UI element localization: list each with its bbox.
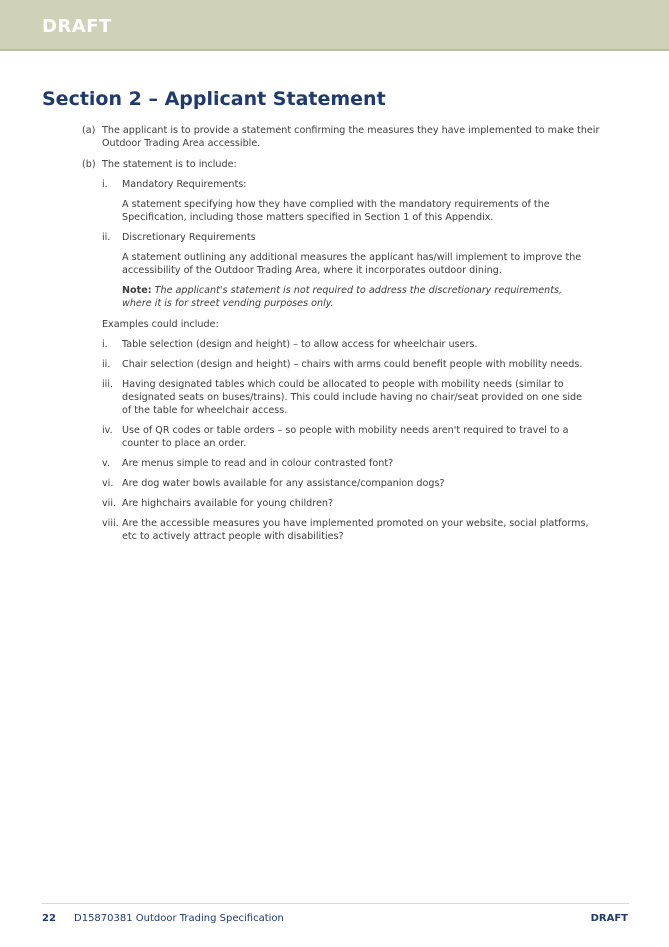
note-text: The applicant's statement is not required to address the discretionary requirements, where it is for street vending purposes only.	[122, 285, 563, 309]
example-item-2-label: ii.	[102, 359, 111, 370]
footer-page-number: 22	[42, 913, 56, 924]
example-item-4	[0, 424, 669, 450]
clause-b	[0, 158, 669, 171]
clause-b-item-1	[0, 178, 669, 191]
example-item-8-text: Are the accessible measures you have implemented promoted on your website, social platforms, etc to actively attract people with disabilities?	[122, 518, 589, 542]
clause-b-item-2-body: A statement outlining any additional measures the applicant has/will implement to improve the accessibility of the Outdoor Trading Area, where it incorporates outdoor dining.	[122, 252, 582, 276]
clause-a-text: The applicant is to provide a statement confirming the measures they have implemented to make their Outdoor Trading Area accessible.	[102, 125, 600, 149]
example-item-7-text: Are highchairs available for young children?	[122, 498, 334, 509]
example-item-7-label: vii.	[102, 498, 117, 509]
document-body	[0, 124, 669, 550]
example-item-8-label: viii.	[102, 518, 119, 529]
example-item-1-label: i.	[102, 339, 108, 350]
footer-document-title: D15870381 Outdoor Trading Specification	[74, 913, 284, 924]
example-item-8	[0, 517, 669, 543]
example-item-6-label: vi.	[102, 478, 114, 489]
section-title: Section 2 – Applicant Statement	[42, 88, 386, 110]
clause-b-label: (b)	[82, 159, 96, 170]
example-item-5-text: Are menus simple to read and in colour contrasted font?	[122, 458, 394, 469]
clause-b-text: The statement is to include:	[102, 159, 237, 170]
example-item-6-text: Are dog water bowls available for any assistance/companion dogs?	[122, 478, 445, 489]
example-item-1	[0, 338, 669, 351]
examples-heading: Examples could include:	[102, 319, 219, 330]
example-item-3-text: Having designated tables which could be allocated to people with mobility needs (similar to designated seats on buses/trains). This could include having no chair/seat provided on one side of the table for wheelchair access.	[122, 379, 582, 416]
clause-a	[0, 124, 669, 150]
clause-b-item-2-label: ii.	[102, 232, 111, 243]
example-item-3	[0, 378, 669, 417]
example-item-4-label: iv.	[102, 425, 113, 436]
banner-label: DRAFT	[42, 16, 112, 37]
clause-b-item-2	[0, 231, 669, 244]
clause-b-item-1-label: i.	[102, 179, 108, 190]
example-item-2	[0, 358, 669, 371]
note-label: Note:	[122, 285, 152, 296]
footer-divider	[42, 903, 629, 904]
clause-a-label: (a)	[82, 125, 96, 136]
clause-b-item-1-title: Mandatory Requirements:	[122, 179, 247, 190]
example-item-4-text: Use of QR codes or table orders – so people with mobility needs aren't required to travel to a counter to place an order.	[122, 425, 569, 449]
example-item-5	[0, 457, 669, 470]
clause-b-item-1-body: A statement specifying how they have complied with the mandatory requirements of the Specification, including those matters specified in Section 1 of this Appendix.	[122, 199, 550, 223]
clause-b-item-2-title: Discretionary Requirements	[122, 232, 256, 243]
note-paragraph	[122, 284, 590, 310]
draft-banner	[0, 0, 669, 51]
example-item-5-label: v.	[102, 458, 110, 469]
example-item-6	[0, 477, 669, 490]
example-item-7	[0, 497, 669, 510]
example-item-3-label: iii.	[102, 379, 114, 390]
footer-draft-label: DRAFT	[590, 913, 628, 924]
example-item-1-text: Table selection (design and height) – to allow access for wheelchair users.	[122, 339, 478, 350]
example-item-2-text: Chair selection (design and height) – chairs with arms could benefit people with mobility needs.	[122, 359, 583, 370]
